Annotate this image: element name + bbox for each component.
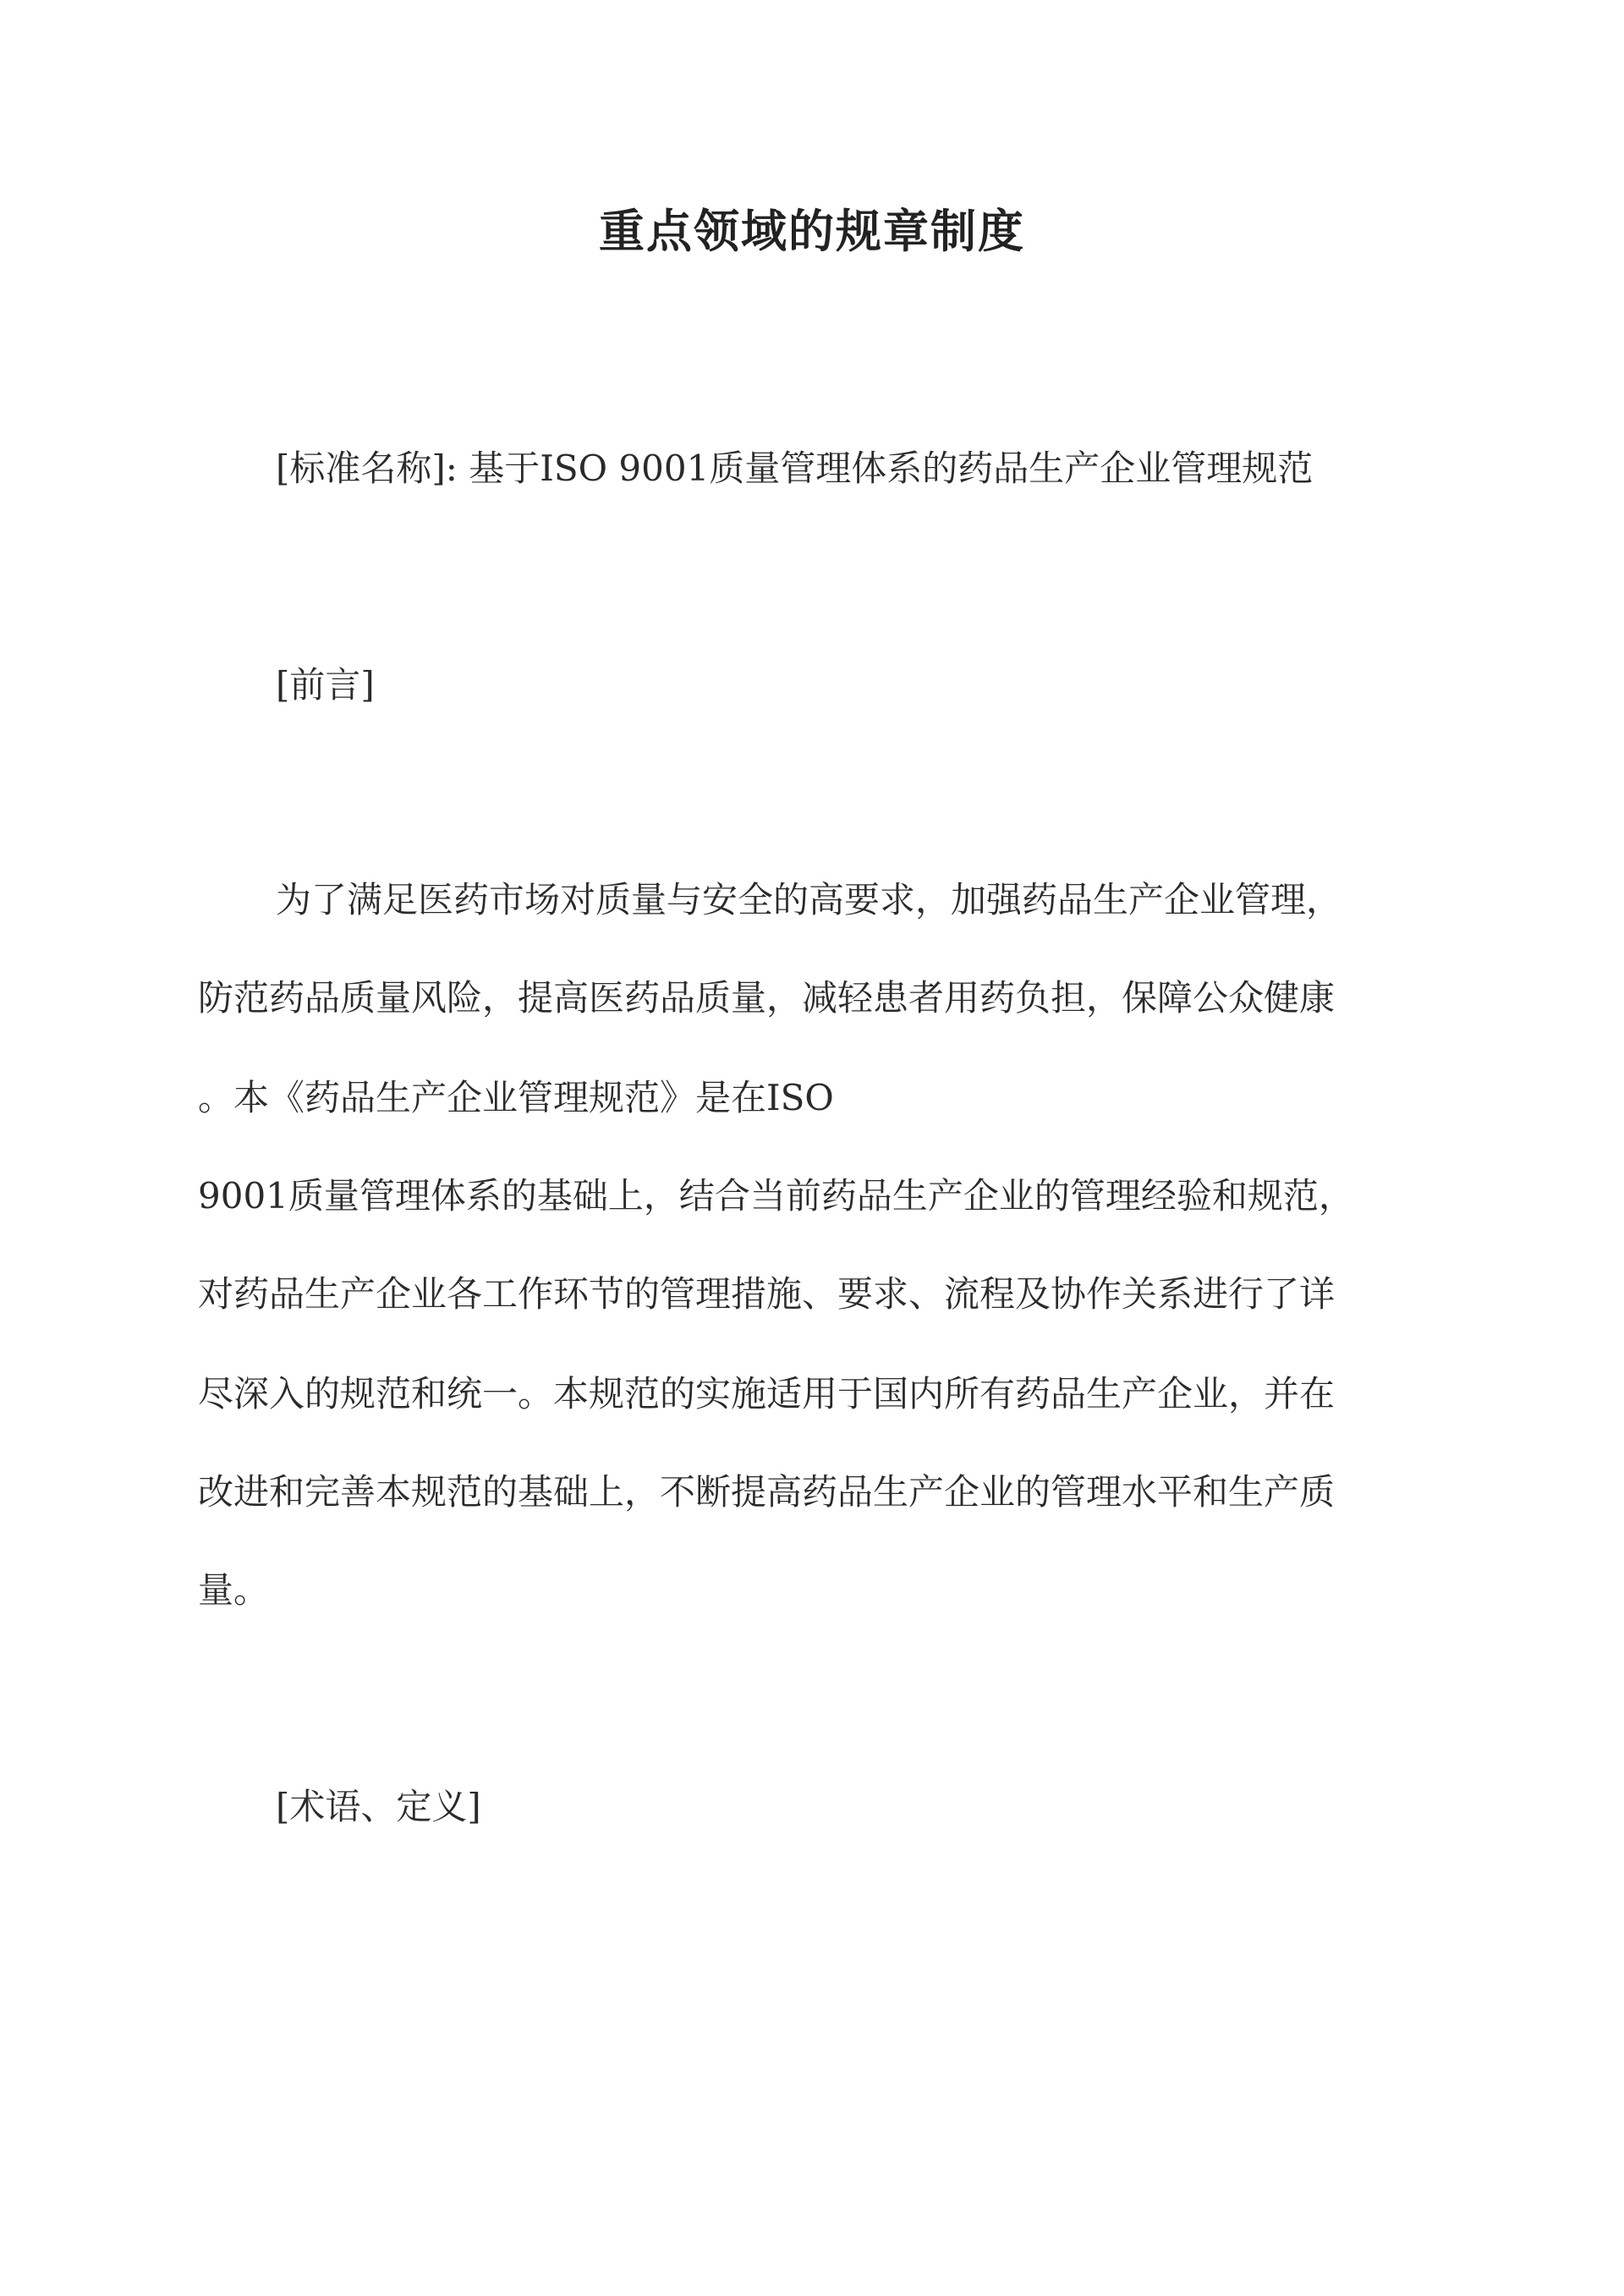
preface-line: 9001质量管理体系的基础上，结合当前药品生产企业的管理经验和规范，	[198, 1175, 1354, 1217]
preface-heading: [前言]	[276, 664, 375, 706]
terms-heading: [术语、定义]	[276, 1786, 481, 1827]
standard-name-line: [标准名称]: 基于ISO 9001质量管理体系的药品生产企业管理规范	[276, 448, 1314, 489]
preface-line: 防范药品质量风险，提高医药品质量，减轻患者用药负担，保障公众健康	[198, 977, 1336, 1019]
preface-line: 量。	[198, 1569, 270, 1611]
document-title: 重点领域的规章制度	[599, 204, 1025, 258]
preface-line: 。本《药品生产企业管理规范》是在ISO	[198, 1077, 834, 1118]
preface-line: 改进和完善本规范的基础上，不断提高药品生产企业的管理水平和生产质	[198, 1471, 1336, 1513]
preface-line: 尽深入的规范和统一。本规范的实施适用于国内所有药品生产企业，并在	[198, 1373, 1336, 1414]
preface-line: 对药品生产企业各工作环节的管理措施、要求、流程及协作关系进行了详	[198, 1273, 1336, 1315]
preface-line: 为了满足医药市场对质量与安全的高要求，加强药品生产企业管理，	[276, 879, 1342, 920]
